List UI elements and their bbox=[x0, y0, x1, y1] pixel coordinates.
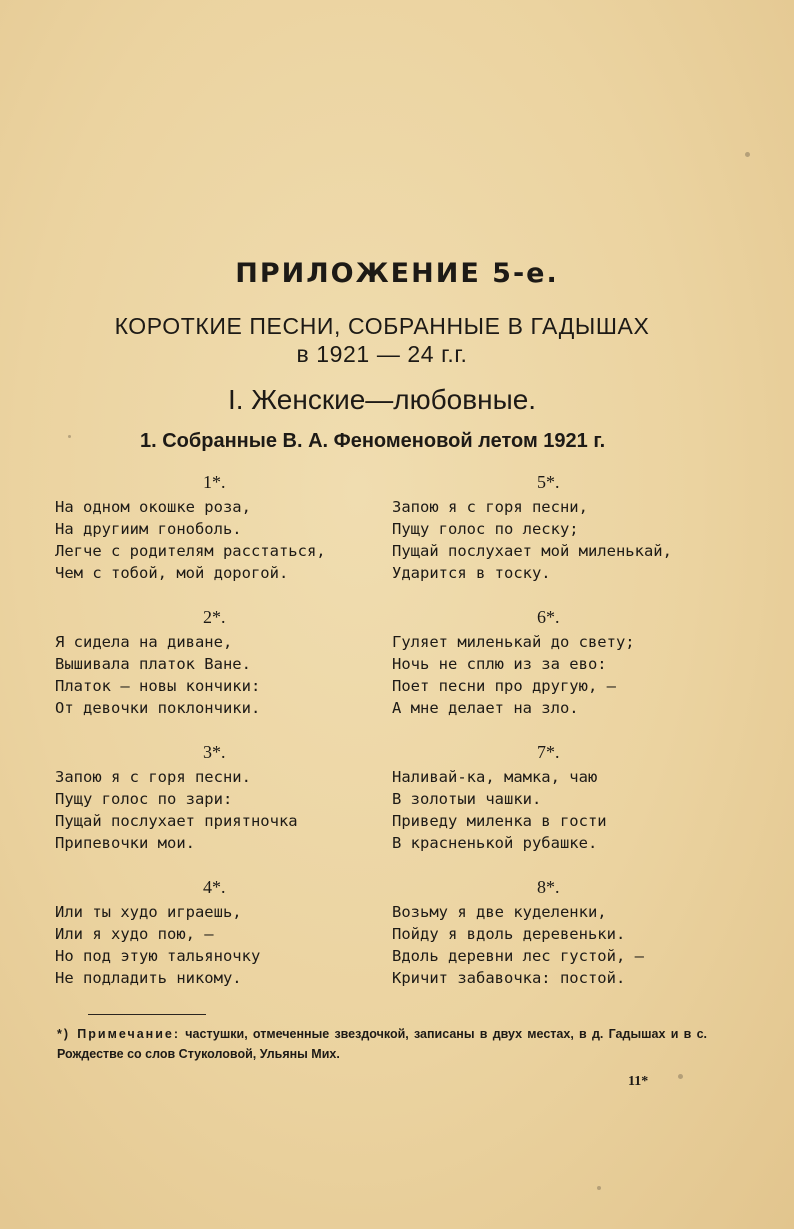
left-song-column bbox=[55, 468, 385, 1008]
stanza-line: Поет песни про другую, — bbox=[392, 677, 616, 695]
stanza-line: В красненькой рубашке. bbox=[392, 834, 598, 852]
subsection-title: 1. Собранные В. А. Феноменовой летом 1921 г. bbox=[140, 430, 606, 452]
stanza-line: Пущай послухает приятночка bbox=[55, 812, 298, 830]
page-number: 11* bbox=[628, 1074, 649, 1089]
stanza-line: Я сидела на диване, bbox=[55, 633, 233, 651]
stanza-line: Припевочки мои. bbox=[55, 834, 195, 852]
stanza-line: Приведу миленка в гости bbox=[392, 812, 607, 830]
paper-speck bbox=[68, 435, 71, 438]
stanza-line: Возьму я две куделенки, bbox=[392, 903, 607, 921]
paper-speck bbox=[745, 152, 750, 157]
footnote-lead: *) Примечание: bbox=[57, 1027, 181, 1041]
stanza-number: 7*. bbox=[537, 742, 560, 762]
stanza-line: Вышивала платок Ване. bbox=[55, 655, 251, 673]
collection-subtitle bbox=[0, 312, 764, 368]
subtitle-line-2: в 1921 — 24 г.г. bbox=[296, 341, 468, 367]
stanza-line: Платок — новы кончики: bbox=[55, 677, 261, 695]
stanza-line: Но под этую тальяночку bbox=[55, 947, 261, 965]
stanza-line: Пущу голос по леску; bbox=[392, 520, 579, 538]
right-song-column bbox=[392, 468, 722, 1008]
stanza-line: Вдоль деревни лес густой, — bbox=[392, 947, 644, 965]
footnote-text: частушки, отмеченные звездочкой, записаны в двух местах, в д. Гадышах и в с. Рождестве со слов Стуколовой, Ульяны Мих. bbox=[57, 1027, 707, 1061]
stanza-line: Пущу голос по зари: bbox=[55, 790, 233, 808]
song-stanza bbox=[392, 603, 722, 738]
stanza-line: Или я худо пою, — bbox=[55, 925, 214, 943]
stanza-line: Запою я с горя песни. bbox=[55, 768, 251, 786]
paper-speck bbox=[597, 1186, 601, 1190]
section-title: I. Женские—любовные. bbox=[227, 384, 537, 415]
stanza-number: 8*. bbox=[537, 877, 560, 897]
stanza-line: Наливай-ка, мамка, чаю bbox=[392, 768, 598, 786]
stanza-line: На другиим гоноболь. bbox=[55, 520, 242, 538]
stanza-line: А мне делает на зло. bbox=[392, 699, 579, 717]
song-stanza bbox=[55, 468, 385, 603]
stanza-line: Не подладить никому. bbox=[55, 969, 242, 987]
stanza-line: От девочки поклончики. bbox=[55, 699, 261, 717]
song-stanza bbox=[55, 738, 385, 873]
stanza-number: 4*. bbox=[203, 877, 226, 897]
stanza-line: В золотыи чашки. bbox=[392, 790, 542, 808]
stanza-line: Кричит забавочка: постой. bbox=[392, 969, 626, 987]
paper-speck bbox=[678, 1074, 683, 1079]
song-stanza bbox=[55, 603, 385, 738]
stanza-line: Или ты худо играешь, bbox=[55, 903, 242, 921]
stanza-number: 2*. bbox=[203, 607, 226, 627]
stanza-line: Чем с тобой, мой дорогой. bbox=[55, 564, 289, 582]
stanza-line: Легче с родителям расстаться, bbox=[55, 542, 326, 560]
stanza-line: На одном окошке роза, bbox=[55, 498, 251, 516]
stanza-line: Ударится в тоску. bbox=[392, 564, 551, 582]
stanza-number: 3*. bbox=[203, 742, 226, 762]
song-stanza bbox=[392, 873, 722, 1008]
stanza-number: 5*. bbox=[537, 472, 560, 492]
subtitle-line-1: КОРОТКИЕ ПЕСНИ, СОБРАННЫЕ В ГАДЫШАХ bbox=[114, 313, 650, 339]
stanza-line: Гуляет миленькай до свету; bbox=[392, 633, 635, 651]
stanza-number: 6*. bbox=[537, 607, 560, 627]
song-stanza bbox=[392, 738, 722, 873]
stanza-line: Ночь не сплю из за ево: bbox=[392, 655, 607, 673]
stanza-line: Пущай послухает мой миленькай, bbox=[392, 542, 672, 560]
song-stanza bbox=[55, 873, 385, 1008]
song-stanza bbox=[392, 468, 722, 603]
footnote bbox=[57, 1024, 707, 1064]
stanza-line: Пойду я вдоль деревеньки. bbox=[392, 925, 626, 943]
stanza-number: 1*. bbox=[203, 472, 226, 492]
stanza-line: Запою я с горя песни, bbox=[392, 498, 588, 516]
appendix-title: ПРИЛОЖЕНИЕ 5-е. bbox=[235, 258, 559, 289]
footnote-divider bbox=[88, 1014, 206, 1015]
